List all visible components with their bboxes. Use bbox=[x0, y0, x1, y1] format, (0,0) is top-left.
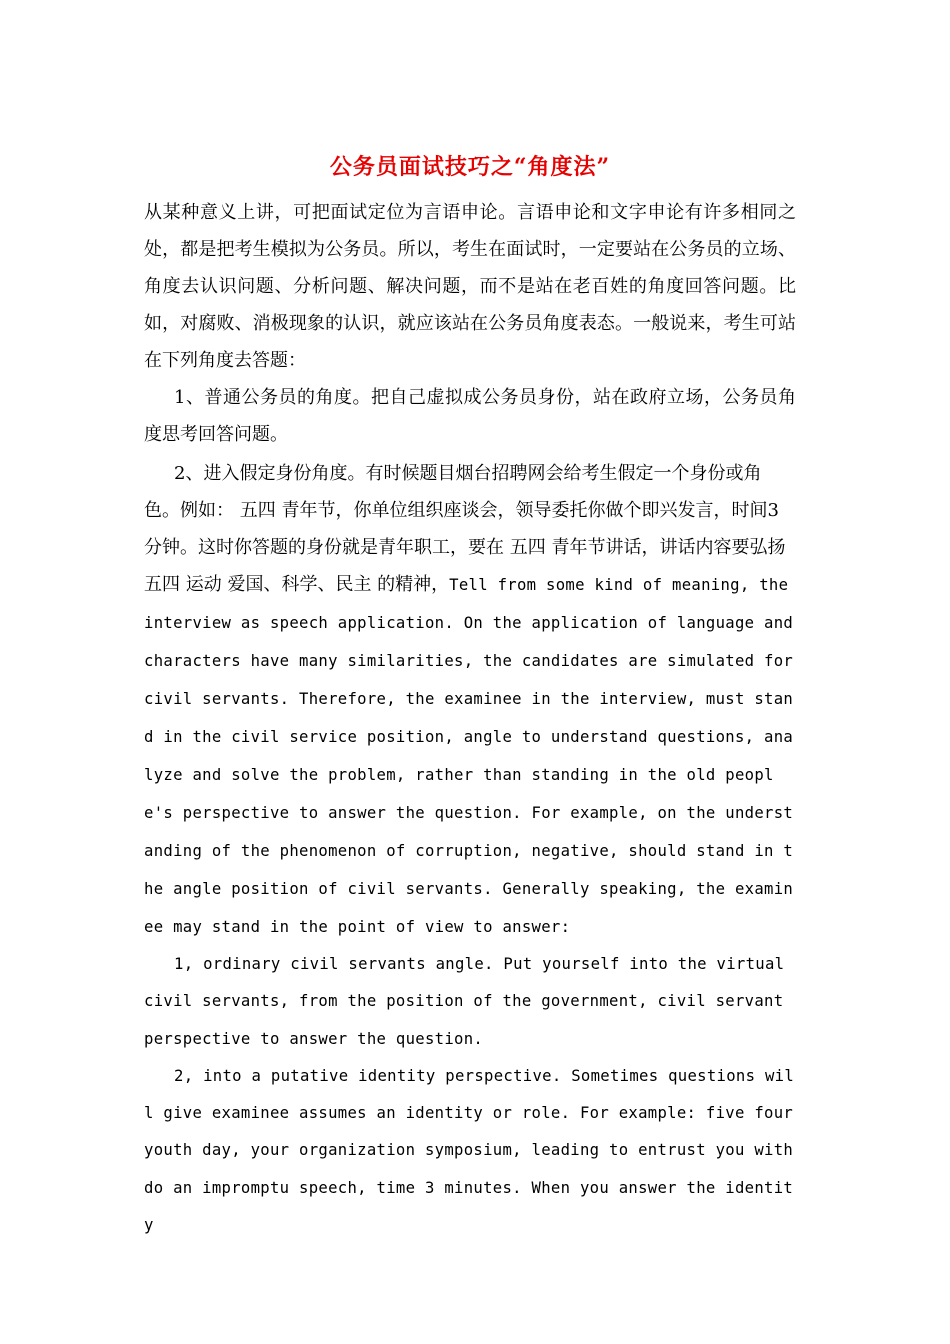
intro-paragraph: 从某种意义上讲，可把面试定位为言语申论。言语申论和文字申论有许多相同之处，都是把考生模拟为公务员。所以，考生在面试时，一定要站在公务员的立场、角度去认识问题、分析问题、解决问题，而不是站在老百姓的角度回答问题。比如，对腐败、消极现象的认识，就应该站在公务员角度表态。一般说来，考生可站在下列角度去答题： bbox=[144, 202, 796, 371]
point-2-chinese-text: 2、进入假定身份角度。有时候题目烟台招聘网会给考生假定一个身份或角色。例如： 五四 青年节，你单位组织座谈会，领导委托你做个即兴发言，时间3分钟。这时你答题的身份就是青年职工，要在 五四 青年节讲话，讲话内容要弘扬 五四 运动 爱国、科学、民主 的精神， bbox=[144, 463, 786, 595]
english-intro-text: Tell from some kind of meaning, the interview as speech application. On the application of language and characters have many similarities, the candidates are simulated for civil servants. Therefore, the examinee in the interview, must stand in the civil service position, angle to understand questions, analyze and solve the problem, rather than standing in the old people's perspective to answer the question. For example, on the understanding of the phenomenon of corruption, negative, should stand in the angle position of civil servants. Generally speaking, the examinee may stand in the point of view to answer: bbox=[144, 576, 794, 936]
document-title: 公务员面试技巧之“角度法” bbox=[329, 154, 611, 180]
document-body bbox=[144, 150, 796, 1244]
english-point-2-paragraph: 2, into a putative identity perspective. Sometimes questions will give examinee assumes an identity or role. For example: five four youth day, your organization symposium, leading to entrust you with do an impromptu speech, time 3 minutes. When you answer the identity bbox=[144, 1066, 795, 1235]
point-1-paragraph: 1、普通公务员的角度。把自己虚拟成公务员身份，站在政府立场，公务员角度思考回答问题。 bbox=[144, 387, 796, 445]
english-point-1-paragraph: 1, ordinary civil servants angle. Put yourself into the virtual civil servants, from the position of the government, civil servant perspective to answer the question. bbox=[144, 955, 785, 1048]
point-2-paragraph bbox=[144, 455, 796, 946]
